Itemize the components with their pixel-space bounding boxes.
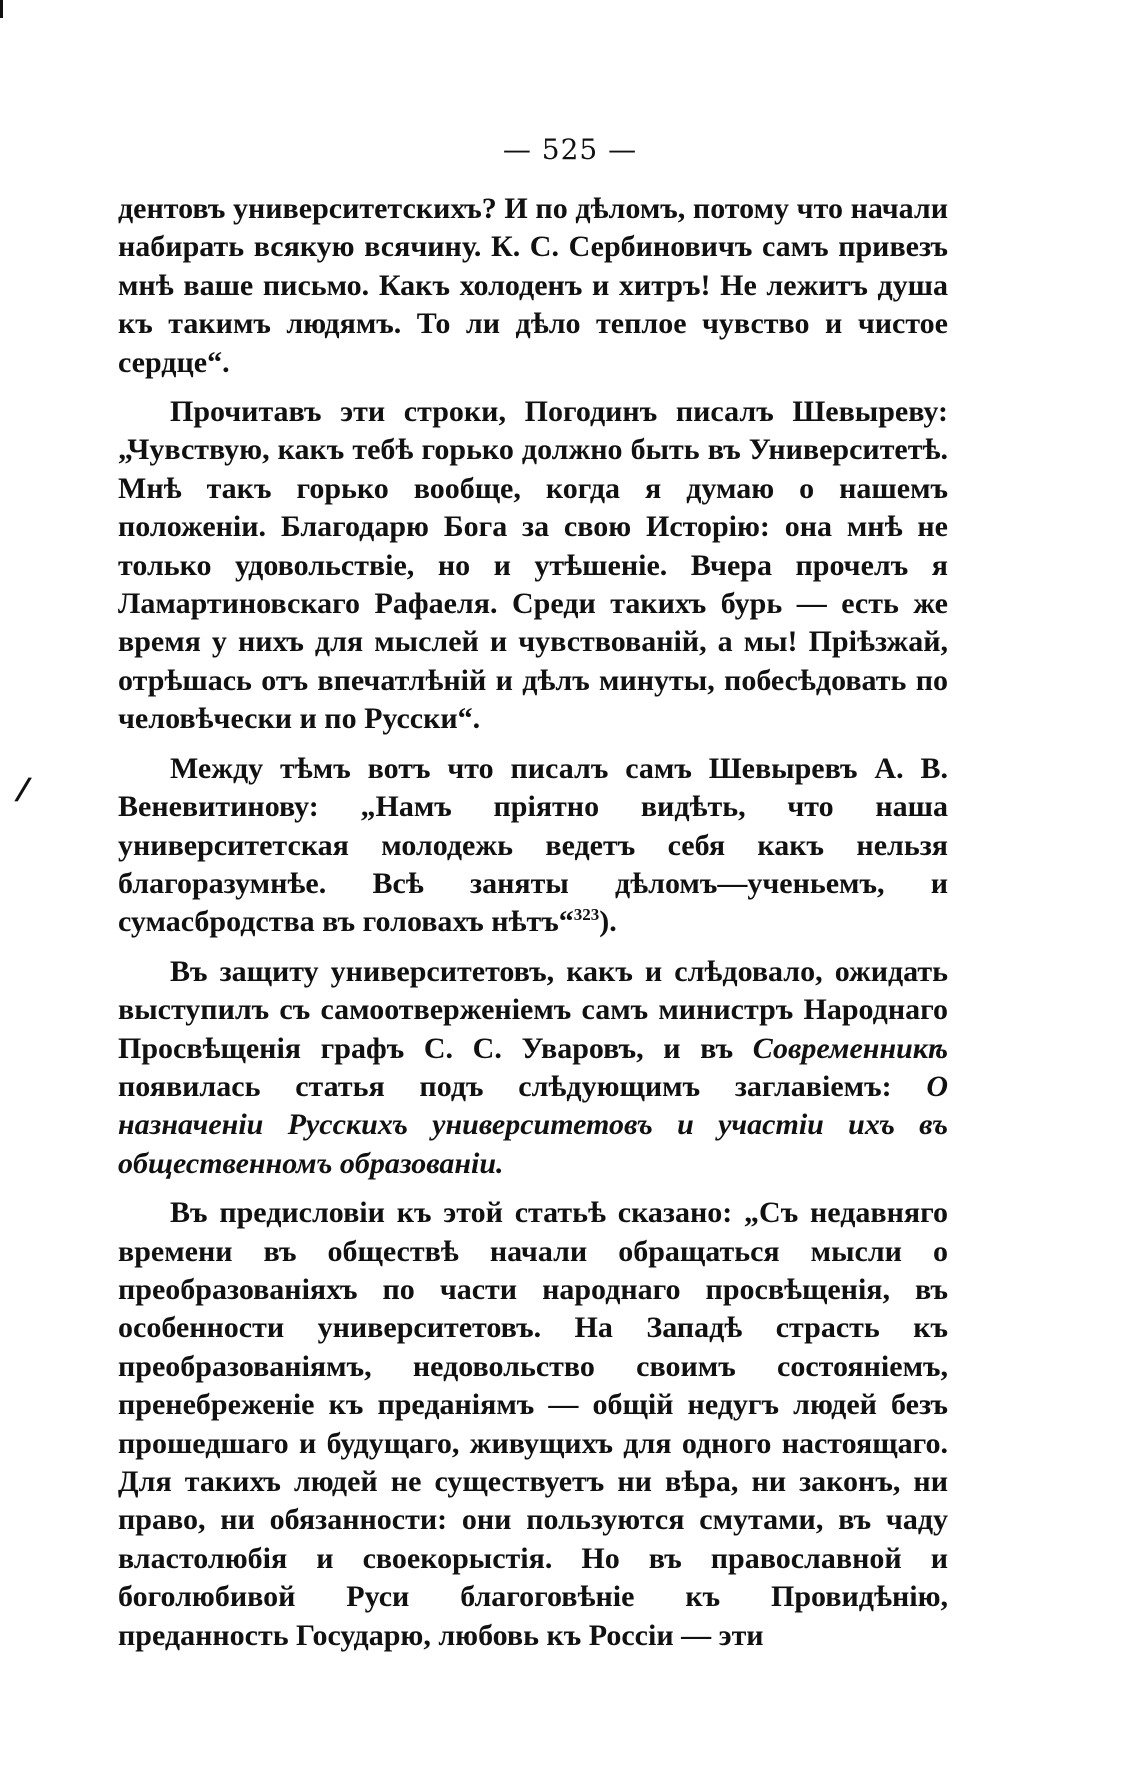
paragraph-3 (118, 750, 948, 942)
paragraph-2: Прочитавъ эти строки, Погодинъ писалъ Шевыреву: „Чувствую, какъ тебѣ горько должно быть въ Университетѣ. Мнѣ такъ горько вообще, когда я думаю о нашемъ положеніи. Благодарю Бога за свою Исторію: она мнѣ не только удовольствіе, но и утѣшеніе. Вчера прочелъ я Ламартиновскаго Рафаеля. Среди такихъ бурь — есть же время у нихъ для мыслей и чувствованій, а мы! Пріѣзжай, отрѣшась отъ впечатлѣній и дѣлъ минуты, побесѣдовать по человѣчески и по Русски“. (118, 395, 948, 736)
scan-edge-mark (0, 0, 3, 18)
footnote-ref: 323 (573, 905, 600, 925)
paragraph-4-mid: появилась статья подъ слѣдующимъ заглавіемъ: (118, 1069, 892, 1103)
paragraph-4-start: Въ защиту университетовъ, какъ и слѣдовало, ожидать выступилъ съ самоотверженіемъ самъ министръ Народнаго Просвѣщенія графъ С. С. Уваровъ, и въ (118, 954, 948, 1065)
paragraph-3-end: ). (599, 905, 617, 939)
journal-title: Современникѣ (752, 1031, 948, 1065)
page-number: — 525 — (502, 133, 638, 166)
page-body (118, 190, 948, 1666)
margin-mark: / (16, 771, 31, 808)
paragraph-3-text: Между тѣмъ вотъ что писалъ самъ Шевыревъ А. В. Веневитинову: „Намъ пріятно видѣть, что наша университетская молодежь ведетъ себя какъ нельзя благоразумнѣе. Всѣ заняты дѣломъ—ученьемъ, и сумасбродства въ головахъ нѣтъ“ (118, 751, 948, 939)
paragraph-4 (118, 953, 948, 1183)
article-title: О назначеніи Русскихъ университетовъ и участіи ихъ въ общественномъ образованіи. (118, 1069, 949, 1180)
paragraph-1: дентовъ университетскихъ? И по дѣломъ, потому что начали набирать всякую всячину. К. С. Сербиновичъ самъ привезъ мнѣ ваше письмо. Какъ холоденъ и хитръ! Не лежитъ душа къ такимъ людямъ. То ли дѣло теплое чувство и чистое сердце“. (118, 192, 948, 379)
paragraph-5: Въ предисловіи къ этой статьѣ сказано: „Съ недавняго времени въ обществѣ начали обращаться мысли о преобразованіяхъ по части народнаго просвѣщенія, въ особенности университетовъ. На Западѣ страсть къ преобразованіямъ, недовольство своимъ состояніемъ, пренебреженіе къ преданіямъ — общій недугъ людей безъ прошедшаго и будущаго, живущихъ для одного настоящаго. Для такихъ людей не существуетъ ни вѣра, ни законъ, ни право, ни обязанности: они пользуются смутами, въ чаду властолюбія и своекорыстія. Но въ православной и боголюбивой Руси благоговѣніе къ Провидѣнію, преданность Государю, любовь къ Россіи — эти (118, 1196, 948, 1652)
